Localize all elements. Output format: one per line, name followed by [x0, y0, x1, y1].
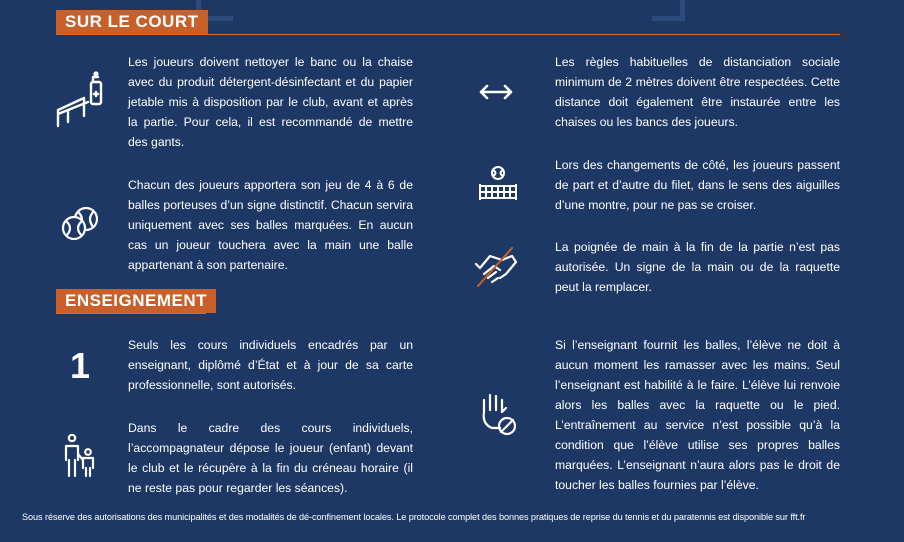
court-item-5-text: La poignée de main à la fin de la partie n’est pas autorisée. Un signe de la main ou de la raquette peut la remplacer. [555, 240, 840, 294]
no-hand-icon [478, 392, 518, 436]
teaching-item-2-text: Dans le cadre des cours individuels, l’accompagnateur dépose le joueur (enfant) devant le club et le récupère à la fin du créneau horaire (il ne reste pas pour regarder les séances). [128, 421, 413, 495]
teaching-item-1-text: Seuls les cours individuels encadrés par un enseignant, diplômé d’État et à jour de sa carte professionnelle, sont autorisés. [128, 338, 413, 392]
double-arrow-icon [478, 82, 514, 102]
no-handshake-icon [472, 244, 520, 290]
tennis-balls-icon [60, 206, 100, 242]
parent-child-icon [62, 434, 100, 478]
court-item-1-text: Les joueurs doivent nettoyer le banc ou la chaise avec du produit détergent-désinfectant et du papier jetable mis à disposition par le club, avant et après la partie. Pour cela, il est recommandé de mettre des gants. [128, 55, 413, 149]
court-section-rule [56, 34, 840, 35]
footnote: Sous réserve des autorisations des municipalités et des modalités de dé-confinement locales. Le protocole complet des bonnes pratiques de reprise du tennis et du paratennis est disponible sur fft.fr [22, 512, 806, 522]
teaching-section-rule [56, 313, 206, 314]
bench-disinfectant-icon [54, 72, 104, 128]
court-section-title: SUR LE COURT [56, 10, 208, 34]
teaching-section-title: ENSEIGNEMENT [56, 289, 216, 313]
teaching-item-3-text: Si l’enseignant fournit les balles, l’élève ne doit à aucun moment les ramasser avec les mains. Seul l’enseignant est habilité à le faire. L’élève lui renvoie alors les balles avec la raquette ou le pied. L’entraînement au service n’est possible qu’à la condition que l’élève utilise ses propres balles marquées. L’enseignant n’aura alors pas le droit de toucher les balles fournies par l’élève. [555, 338, 840, 492]
court-item-4-text: Lors des changements de côté, les joueurs passent de part et d’autre du filet, dans le sens des aiguilles d’une montre, pour ne pas se croiser. [555, 158, 840, 212]
top-right-decoration [652, 0, 685, 21]
net-ball-icon [478, 166, 518, 204]
one-numeral: 1 [70, 345, 91, 386]
court-item-3-text: Les règles habituelles de distanciation sociale minimum de 2 mètres doivent être respectées. Cette distance doit également être instaurée entre les chaises ou les bancs des joueurs. [555, 55, 840, 129]
court-item-2-text: Chacun des joueurs apportera son jeu de 4 à 6 de balles porteuses d’un signe distinctif. Chacun servira uniquement avec ses balles marquées. En aucun cas un joueur touchera avec la main une balle appartenant à son partenaire. [128, 178, 413, 272]
